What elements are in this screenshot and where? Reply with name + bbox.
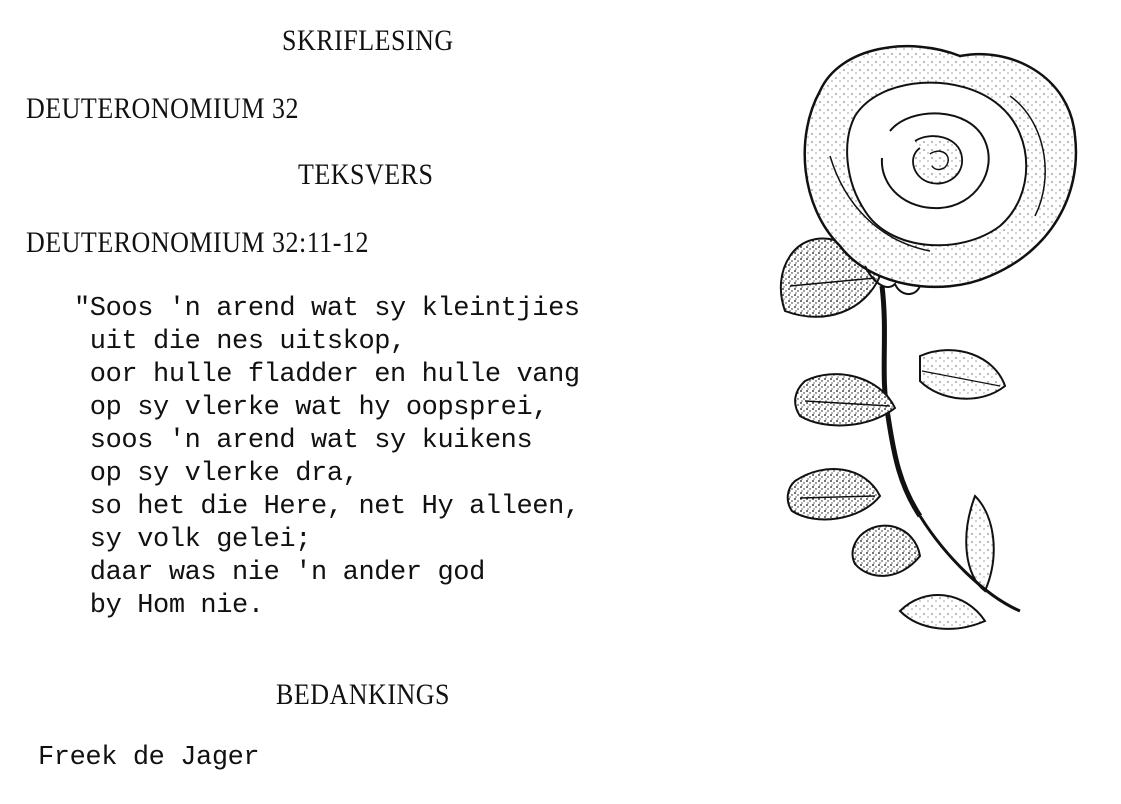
- verse-line: op sy vlerke dra,: [74, 459, 359, 489]
- verse-line: by Hom nie.: [74, 591, 264, 621]
- text-verse-reference: DEUTERONOMIUM 32:11-12: [26, 226, 369, 259]
- verse-line: oor hulle fladder en hulle vang: [74, 360, 580, 390]
- signature-name: Freek de Jager: [38, 743, 260, 773]
- heading-text-verse: TEKSVERS: [298, 158, 434, 191]
- scripture-reference: DEUTERONOMIUM 32: [26, 92, 300, 125]
- verse-line: so het die Here, net Hy alleen,: [74, 492, 580, 522]
- verse-line: uit die nes uitskop,: [74, 327, 406, 357]
- heading-scripture-reading: SKRIFLESING: [282, 24, 454, 57]
- verse-line: "Soos 'n arend wat sy kleintjies: [74, 294, 580, 324]
- verse-line: op sy vlerke wat hy oopsprei,: [74, 393, 549, 423]
- verse-line: daar was nie 'n ander god: [74, 558, 485, 588]
- verse-line: soos 'n arend wat sy kuikens: [74, 426, 533, 456]
- rose-icon: [770, 36, 1090, 636]
- verse-text-block: [74, 293, 580, 623]
- heading-acknowledgements: BEDANKINGS: [276, 678, 450, 711]
- verse-line: sy volk gelei;: [74, 525, 312, 555]
